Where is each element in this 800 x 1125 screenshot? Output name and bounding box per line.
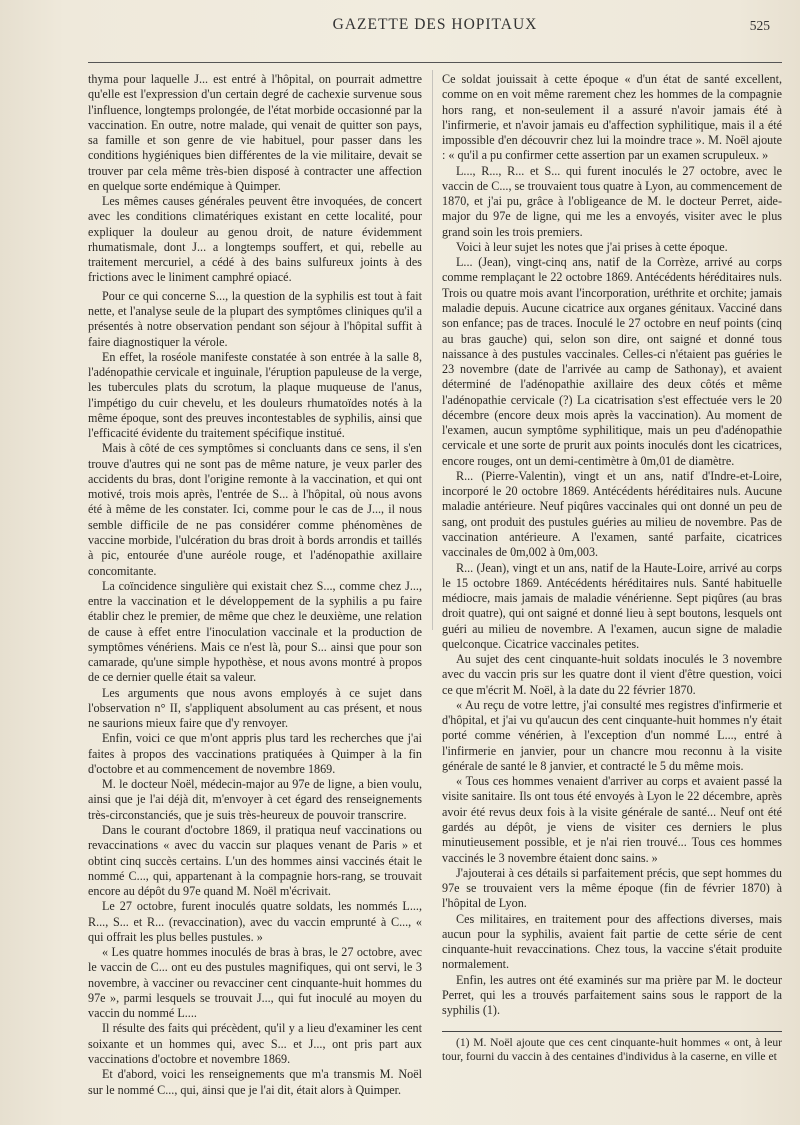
paragraph: R... (Jean), vingt et un ans, natif de la Haute-Loire, arrivé au corps le 15 octobre 1869. Antécédents héréditaires nuls. Santé habituelle médiocre, mais jamais de maladie vénérienne. Sept piqûres (au bras droit quatre), qui ont saigné et donné lieu à sept boutons, lesquels ont guéri au milieu de novembre. A l'examen, aucun signe de maladie quelconque. Cicatrice vaccinales petites.: [442, 560, 782, 651]
right-column: [442, 72, 782, 1018]
paragraph: En effet, la roséole manifeste constatée à son entrée à la salle 8, l'adénopathie cervicale et inguinale, l'éruption papuleuse de la verge, les tubercules plats du scrotum, la plaque muqueuse de l'anus, l'impétigo du cuir chevelu, et les douleurs rhumatoïdes notés à la même époque, sont des preuves incontestables de syphilis, ainsi que l'efficacité évidente du traitement spécifique institué.: [88, 349, 422, 441]
paragraph: Et d'abord, voici les renseignements que m'a transmis M. Noël sur le nommé C..., qui, ainsi que je l'ai dit, était alors à Quimper.: [88, 1067, 422, 1097]
footnote-rule: [442, 1031, 782, 1032]
paragraph: M. le docteur Noël, médecin-major au 97e de ligne, a bien voulu, ainsi que je l'ai déjà dit, m'envoyer à cet égard des renseignements très-circonstanciés, que je suis très-heureux de pouvoir transcrire.: [88, 777, 422, 822]
page-header: [90, 16, 780, 46]
footnote-text: (1) M. Noël ajoute que ces cent cinquante-huit hommes « ont, à leur tour, fourni du vaccin à des centaines d'individus à la caserne, en ville et: [442, 1036, 782, 1063]
paragraph: La coïncidence singulière qui existait chez S..., comme chez J..., entre la vaccination et le développement de la syphilis a pu faire établir chez le premier, de même que chez le deuxième, une relation de cause à effet entre l'inoculation vaccinale et la production de symptômes vénériens. Mais ce n'est là, pour S... ainsi que pour son camarade, qu'une simple hypothèse, et nous avons montré à propos de ce dernier quelle était sa valeur.: [88, 578, 422, 685]
journal-title: GAZETTE DES HOPITAUX: [332, 16, 538, 33]
paragraph: L... (Jean), vingt-cinq ans, natif de la Corrèze, arrivé au corps comme remplaçant le 22 octobre 1869. Antécédents héréditaires nuls. Trois ou quatre mois avant l'incorporation, uréthrite et orchite; jamais maladie depuis. Aucune cicatrice aux organes génitaux. Vacciné dans son enfance; pas de traces. Inoculé le 27 octobre en neuf points (cinq au bras gauche) qui, selon son dire, ont saigné et donné tous naissance à des pustules vaccinales. Celles-ci n'étaient pas guéries le 23 novembre (date de l'arrivée au camp de Sathonay), et avaient déterminé de l'adénopathie axillaire des deux côtés et même l'adénopathie cervicale (?) La cicatrisation s'est effectuée vers le 20 décembre (encore deux mois après la vaccination). Au moment de l'examen, aucun symptôme syphilitique, mais un peu d'adénopathie cervicale et une sorte de prurit aux points inoculés dont les cicatrices, encore rouges, ont un demi-centimètre à 0m,01 de diamètre.: [442, 255, 782, 468]
paragraph: Le 27 octobre, furent inoculés quatre soldats, les nommés L..., R..., S... et R... (revaccination), avec du vaccin emprunté à C..., « qui offrait les plus belles pustules. »: [88, 899, 422, 944]
paper-speck: [230, 318, 233, 321]
paper-speck: [204, 1086, 207, 1089]
left-column: [88, 72, 422, 1098]
paragraph: « Au reçu de votre lettre, j'ai consulté mes registres d'infirmerie et d'hôpital, et j'ai vu qu'aucun des cent cinquante-huit hommes n'y était porté comme vénérien, à l'exception d'un nommé L..., entré à l'infirmerie en janvier, pour un chancre mou reconnu à la visite générale de santé le 8 janvier, et contracté le 5 du même mois.: [442, 697, 782, 773]
paragraph: Pour ce qui concerne S..., la question de la syphilis est tout à fait nette, et l'analyse seule de la plupart des symptômes cliniques qu'il a présentés à notre observation pendant son séjour à l'hôpital suffit à faire diagnostiquer la vérole.: [88, 288, 422, 349]
paragraph: Ce soldat jouissait à cette époque « d'un état de santé excellent, comme on en voit même rarement chez les hommes de la compagnie hors rang, et non-seulement il a assuré n'avoir jamais été à l'infirmerie, et n'avoir jamais eu d'affection syphilitique, mais il a été impossible d'en découvrir chez lui la moindre trace ». M. Noël ajoute : « qu'il a pu confirmer cette assertion par un examen scrupuleux. »: [442, 72, 782, 163]
paragraph: Ces militaires, en traitement pour des affections diverses, mais aucun pour la syphilis, avaient fait partie de cette série de cent cinquante-huit revaccinations. Chez tous, la vaccine s'était produite normalement.: [442, 911, 782, 972]
paragraph: « Les quatre hommes inoculés de bras à bras, le 27 octobre, avec le vaccin de C... ont eu des pustules magnifiques, qui ont servi, le 3 novembre, à vacciner ou revacciner cent cinquante-huit hommes du 97e », parmi lesquels se trouvait J..., qui fut inoculé au moyen du vaccin du nommé L....: [88, 945, 422, 1021]
paragraph: thyma pour laquelle J... est entré à l'hôpital, on pourrait admettre qu'elle est l'expression d'un certain degré de cachexie survenue sous l'influence, longtemps prolongée, de l'état morbide occasionné par la vaccination. En outre, notre malade, qui venait de quitter son pays, sa famille et son genre de vie habituel, pour passer dans les conditions hygiéniques bien différentes de la vie militaire, devait se trouver par cela même très-bien disposé à contracter une affection en quelque sorte endémique à Quimper.: [88, 72, 422, 193]
header-rule: [88, 62, 782, 63]
paragraph: Enfin, les autres ont été examinés sur ma prière par M. le docteur Perret, qui les a trouvés parfaitement sains sous le rapport de la syphilis (1).: [442, 972, 782, 1018]
paragraph: Mais à côté de ces symptômes si concluants dans ce sens, il s'en trouve d'autres qui ne sont pas de même nature, je veux parler des accidents du bras, dont l'origine remonte à la vaccination, et qui ont motivé, trois mois après, l'entrée de S... à l'hôpital, où nous avons été à même de les constater. Ici, comme pour le cas de J..., il nous semble difficile de ne pas considérer comme phénomènes de vaccine morbide, l'ulcération du bras droit à bords arrondis et taillés à pic, entourée d'une auréole rouge, et l'adénopathie axillaire concomitante.: [88, 441, 422, 578]
paragraph: Il résulte des faits qui précèdent, qu'il y a lieu d'examiner les cent soixante et un hommes qui, avec S... et J..., ont pris part aux vaccinations d'octobre et novembre 1869.: [88, 1021, 422, 1066]
paper-speck: [612, 470, 614, 472]
paragraph: L..., R..., R... et S... qui furent inoculés le 27 octobre, avec le vaccin de C..., se trouvaient tous quatre à Lyon, au commencement de 1870, et j'ai pu, grâce à l'obligeance de M. le docteur Perret, aide-major du 97e de ligne, qui me les a envoyés, visiter avec le plus grand soin les trois premiers.: [442, 163, 782, 239]
page-number: 525: [749, 18, 770, 33]
footnote: [442, 1036, 782, 1064]
paragraph: J'ajouterai à ces détails si parfaitement précis, que sept hommes du 97e se trouvaient vers la même époque (fin de février 1870) à l'hôpital de Lyon.: [442, 865, 782, 911]
paragraph: Dans le courant d'octobre 1869, il pratiqua neuf vaccinations ou revaccinations « avec du vaccin sur plaques venant de Paris » et obtint cinq succès certains. L'un des hommes ainsi vaccinés était le nommé C..., qui, appartenant à la compagnie hors-rang, se trouvait encore au dépôt du 97e quand M. Noël m'écrivait.: [88, 823, 422, 899]
paragraph: Les mêmes causes générales peuvent être invoquées, de concert avec les conditions climatériques existant en cette localité, pour expliquer la douleur au genou droit, de nature évidemment rhumatismale, dont J... a longtemps souffert, et qui, rebelle au traitement mercuriel, a cédé à des bains sulfureux joints à des frictions avec le liniment camphré opiacé.: [88, 194, 422, 285]
column-divider: [432, 70, 433, 630]
paragraph: Voici à leur sujet les notes que j'ai prises à cette époque.: [456, 239, 728, 254]
paragraph: Au sujet des cent cinquante-huit soldats inoculés le 3 novembre avec du vaccin pris sur les quatre dont il vient d'être question, voici ce que m'écrit M. Noël, à la date du 22 février 1870.: [442, 652, 782, 697]
paragraph: « Tous ces hommes venaient d'arriver au corps et avaient passé la visite sanitaire. Ils ont tous été envoyés à Lyon le 22 décembre, après avoir été revus deux fois à la visite générale de santé... Neuf ont été gardés au dépôt, je viens de visiter ces derniers le plus minutieusement possible, et je n'ai rien trouvé... Tous ces hommes vaccinés le 3 novembre étaient donc sains. »: [442, 774, 782, 865]
paragraph: Enfin, voici ce que m'ont appris plus tard les recherches que j'ai faites à propos des vaccinations pratiquées à Quimper à la fin d'octobre et au commencement de novembre 1869.: [88, 731, 422, 776]
paragraph: Les arguments que nous avons employés à ce sujet dans l'observation n° II, s'appliquent absolument au cas présent, et nous ne saurions mieux faire que d'y renvoyer.: [88, 685, 422, 731]
paragraph: R... (Pierre-Valentin), vingt et un ans, natif d'Indre-et-Loire, incorporé le 20 octobre 1869. Antécédents héréditaires nuls. Aucune maladie antérieure. Neuf piqûres vaccinales qui ont donné un peu de sang, ont produit des pustules guéries au milieu de novembre. Pas de vaccination antérieure. A l'examen, santé parfaite, cicatrices vaccinales de 0m,002 à 0m,003.: [442, 468, 782, 560]
